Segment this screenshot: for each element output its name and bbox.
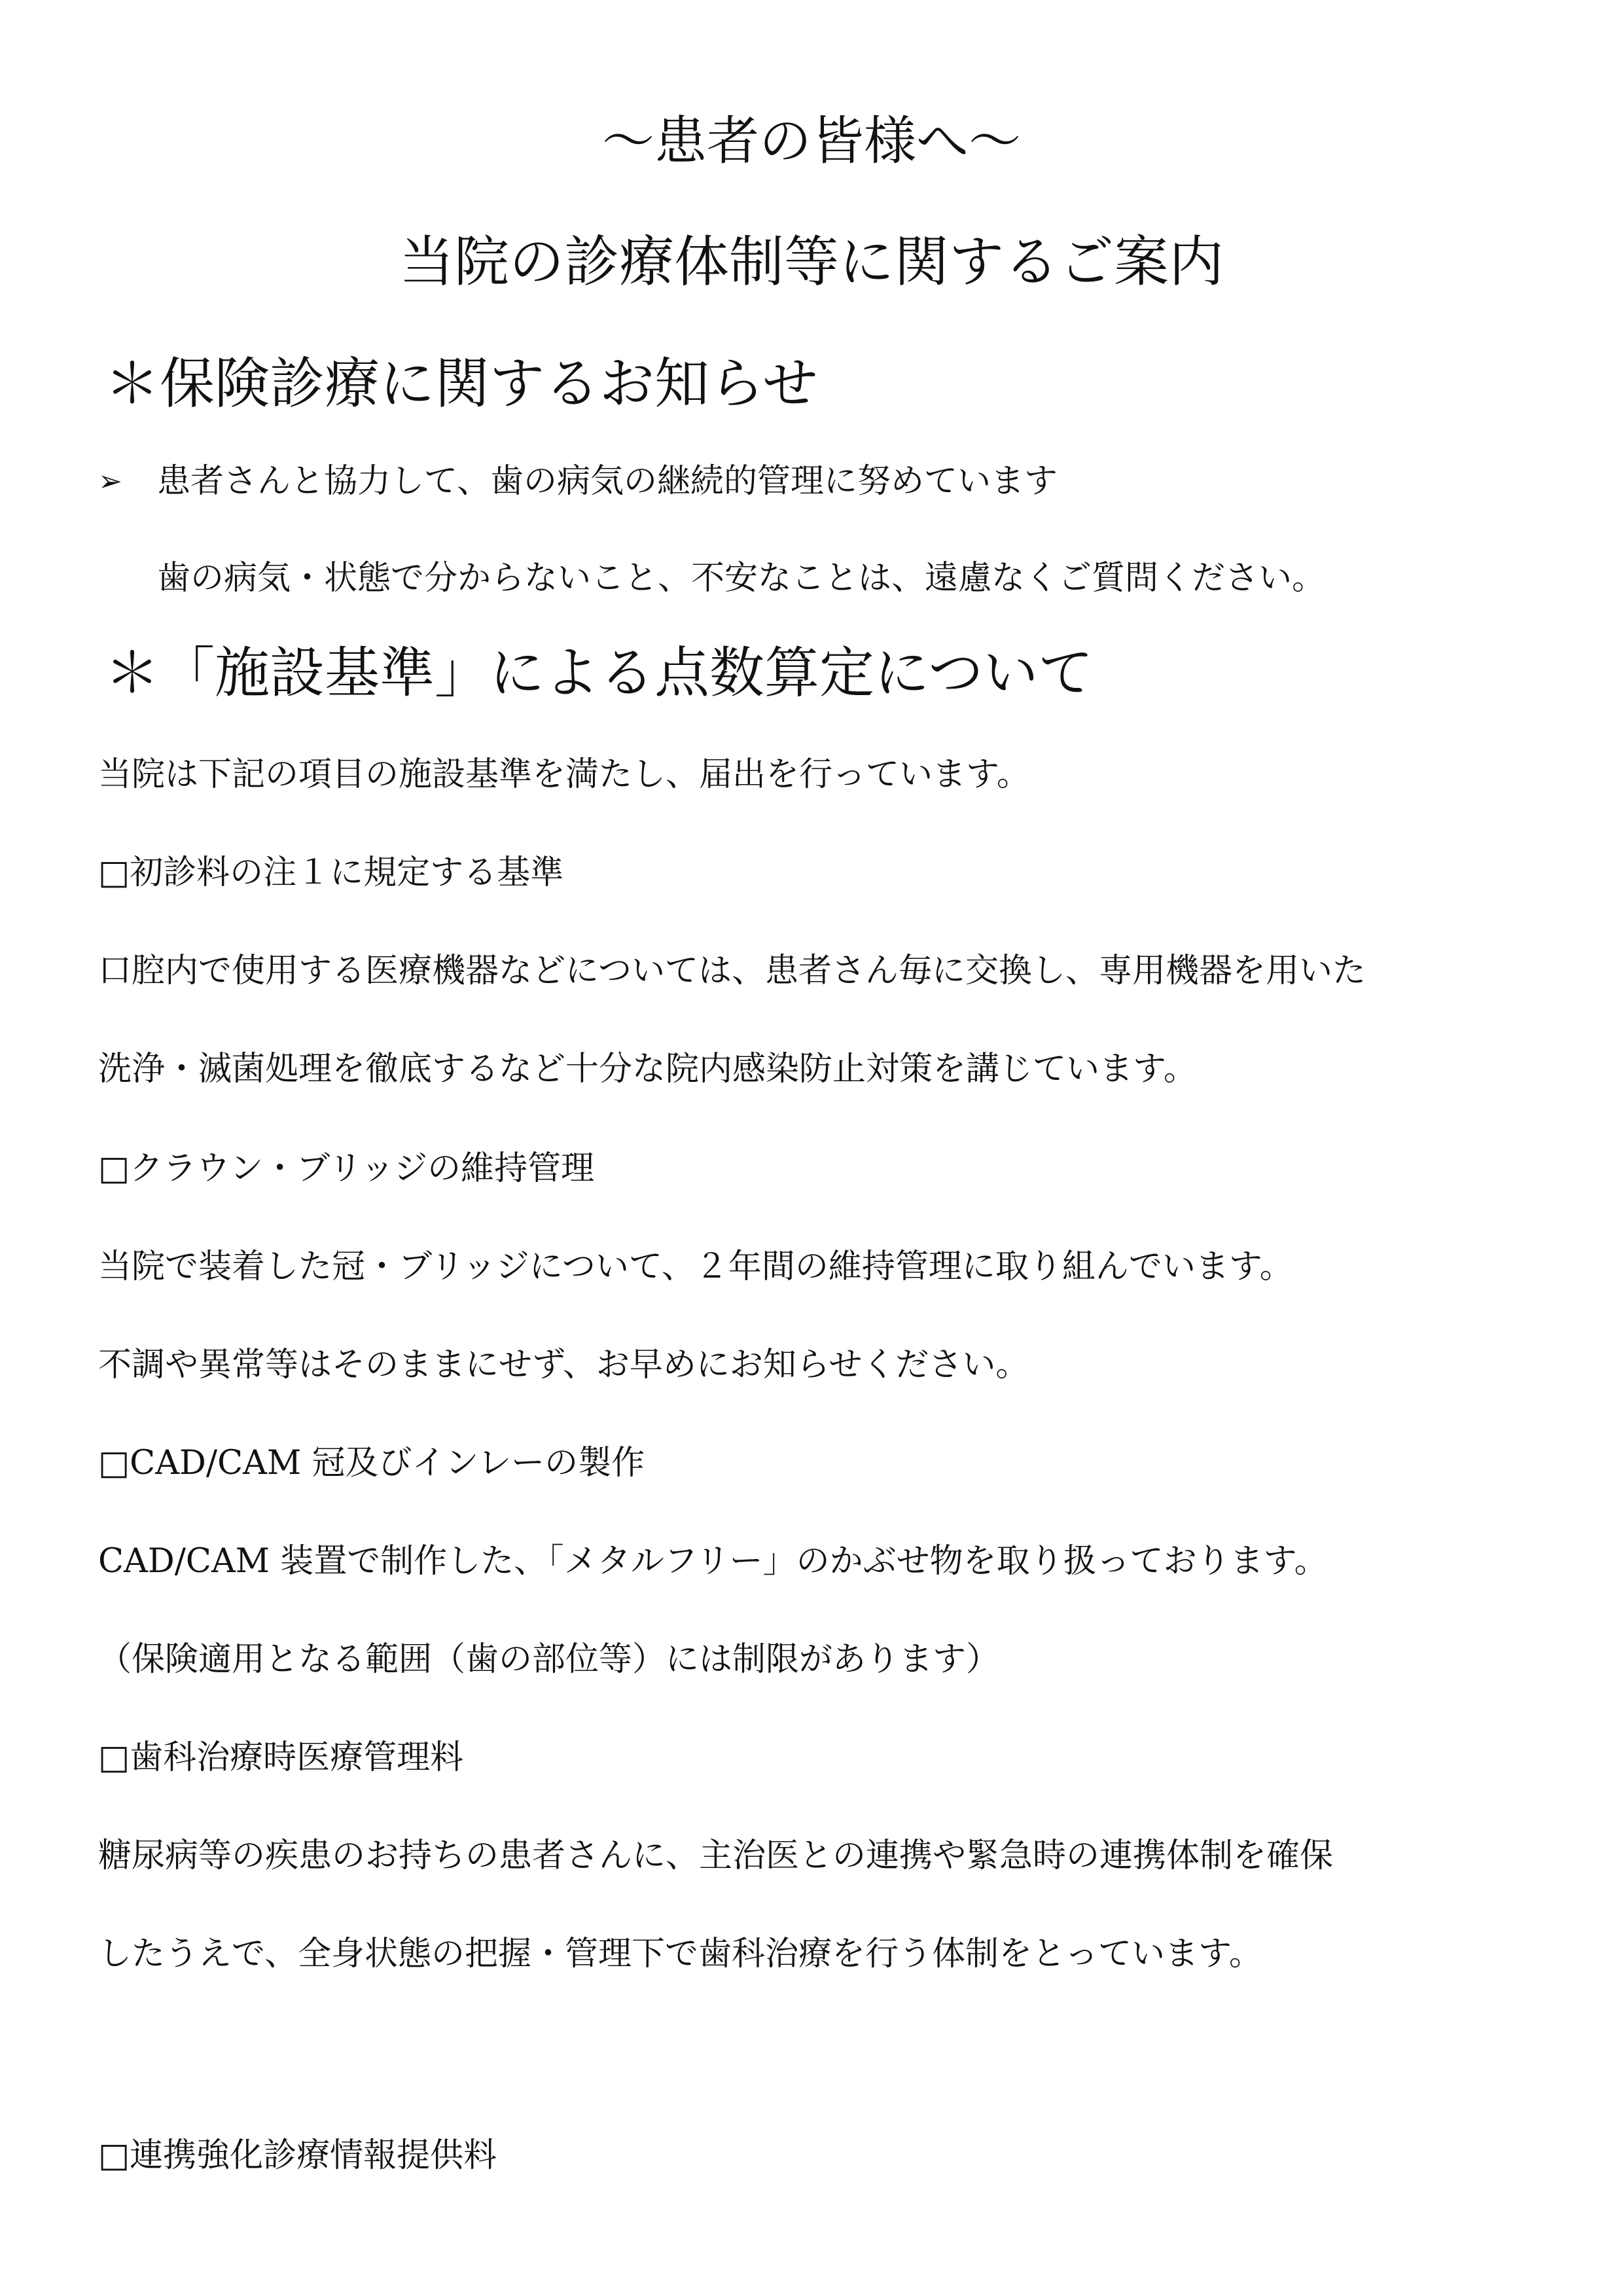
item-label-medical-management: □歯科治療時医療管理料 [98, 1738, 464, 1777]
section-heading-facility-standards: ＊「施設基準」による点数算定について [105, 641, 1094, 705]
item-text-line: したうえで、全身状態の把握・管理下で歯科治療を行う体制をとっています。 [98, 1935, 1262, 1973]
item-text-line: 口腔内で使用する医療機器などについては、患者さん毎に交換し、専用機器を用いた [98, 952, 1366, 990]
item-text-line: 洗浄・滅菌処理を徹底するなど十分な院内感染防止対策を講じています。 [98, 1050, 1197, 1088]
item-label-crown-bridge: □クラウン・ブリッジの維持管理 [98, 1149, 595, 1188]
item-label-cad-cam: □CAD/CAM 冠及びインレーの製作 [98, 1444, 645, 1482]
page-subtitle: 当院の診療体制等に関するご案内 [399, 230, 1224, 294]
item-text-line: 糖尿病等の疾患のお持ちの患者さんに、主治医との連携や緊急時の連携体制を確保 [98, 1837, 1334, 1875]
item-text-line: CAD/CAM 装置で制作した、「メタルフリー」のかぶせ物を取り扱っております。 [98, 1542, 1328, 1581]
section-heading-insurance: ＊保険診療に関するお知らせ [105, 351, 818, 416]
bullet-continuation-text: 歯の病気・状態で分からないこと、不安なことは、遠慮なくご質問ください。 [157, 559, 1326, 598]
facility-intro-text: 当院は下記の項目の施設基準を満たし、届出を行っています。 [98, 755, 1030, 794]
page-title: ～患者の皆様へ～ [602, 111, 1021, 171]
item-label-collaboration-info: □連携強化診療情報提供料 [98, 2136, 497, 2175]
item-label-initial-consultation: □初診料の注１に規定する基準 [98, 853, 564, 892]
bullet-text: 患者さんと協力して、歯の病気の継続的管理に努めています [157, 462, 1058, 501]
arrow-bullet-icon: ➢ [98, 464, 122, 498]
item-text-line: （保険適用となる範囲（歯の部位等）には制限があります） [98, 1640, 1000, 1679]
item-text-line: 不調や異常等はそのままにせず、お早めにお知らせください。 [98, 1346, 1029, 1384]
item-text-line: 当院で装着した冠・ブリッジについて、２年間の維持管理に取り組んでいます。 [98, 1247, 1293, 1286]
bullet-item [98, 462, 1058, 501]
